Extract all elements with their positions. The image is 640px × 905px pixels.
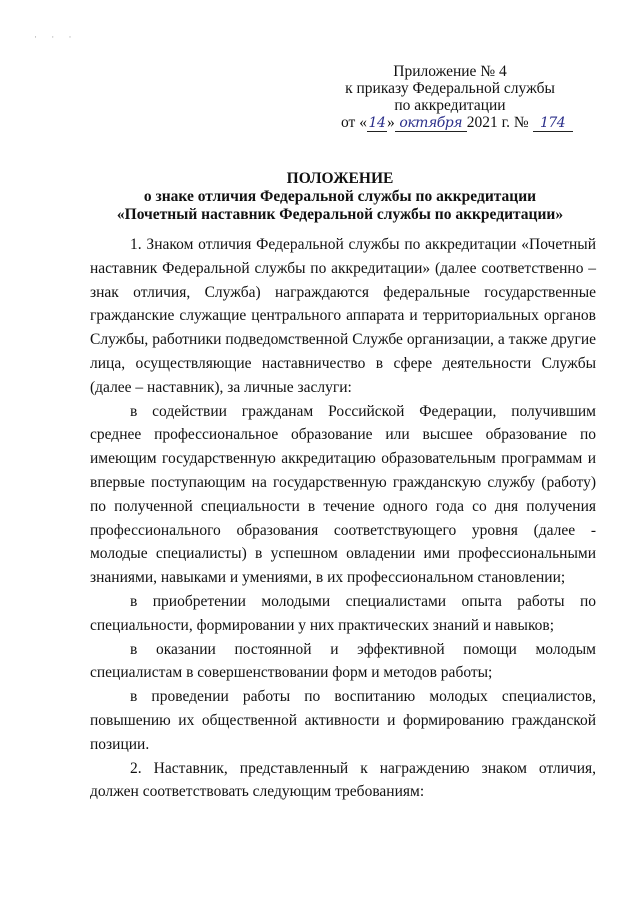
order-day-field	[367, 115, 387, 132]
paragraph-6: 2. Наставник, представленный к награждению знаком отличия, должен соответствовать следующим требованиям:	[90, 759, 596, 801]
document-title	[60, 170, 620, 224]
order-number-field	[533, 115, 573, 132]
paragraph-5: в проведении работы по воспитанию молодых специалистов, повышению их общественной активности и формированию гражданской позиции.	[90, 688, 596, 753]
order-month-field	[395, 115, 467, 132]
scan-specks: · · ·	[34, 32, 78, 42]
order-number-handwritten: 174	[539, 115, 566, 131]
appendix-title: Приложение № 4	[393, 63, 507, 80]
paragraph-3: в приобретении молодыми специалистами опыта работы по специальности, формировании у них практических знаний и навыков;	[90, 592, 596, 634]
order-prefix: от «	[341, 114, 367, 131]
paragraph-1: 1. Знаком отличия Федеральной службы по аккредитации «Почетный наставник Федеральной службы по аккредитации» (далее соответственно – знак отличия, Служба) награждаются федеральные государственные гражданские служащие центрального аппарата и территориальных органов Службы, работники подведомственной Службе организации, а также другие лица, осуществляющие наставничество в сфере деятельности Службы (далее – наставник), за личные заслуги:	[90, 236, 596, 396]
document-body	[90, 233, 596, 804]
order-day-handwritten: 14	[368, 115, 386, 131]
appendix-agency: по аккредитации	[394, 97, 506, 114]
title-award-name: «Почетный наставник Федеральной службы по аккредитации»	[116, 206, 564, 223]
paragraph-2: в содействии гражданам Российской Федерации, получившим среднее профессиональное образование или высшее образование по имеющим государственную аккредитацию образовательным программам и впервые поступающим на государственную гражданскую службу (работу) по полученной специальности в течение одного года со дня получения профессионального образования соответствующего уровня (далее - молодые специалисты) в успешном овладении ими профессиональными знаниями, навыками и умениями, в их профессиональном становлении;	[90, 402, 596, 587]
order-date-line	[341, 114, 573, 132]
order-month-handwritten: октября	[399, 115, 463, 131]
appendix-block	[300, 63, 600, 114]
title-heading: ПОЛОЖЕНИЕ	[286, 170, 394, 187]
appendix-order-ref: к приказу Федеральной службы	[345, 80, 555, 97]
paragraph-4: в оказании постоянной и эффективной помощи молодым специалистам в совершенствовании форм и методов работы;	[90, 640, 596, 682]
order-year: 2021 г. №	[466, 114, 529, 131]
title-subject: о знаке отличия Федеральной службы по аккредитации	[143, 188, 537, 205]
order-quote-close: »	[386, 114, 395, 131]
